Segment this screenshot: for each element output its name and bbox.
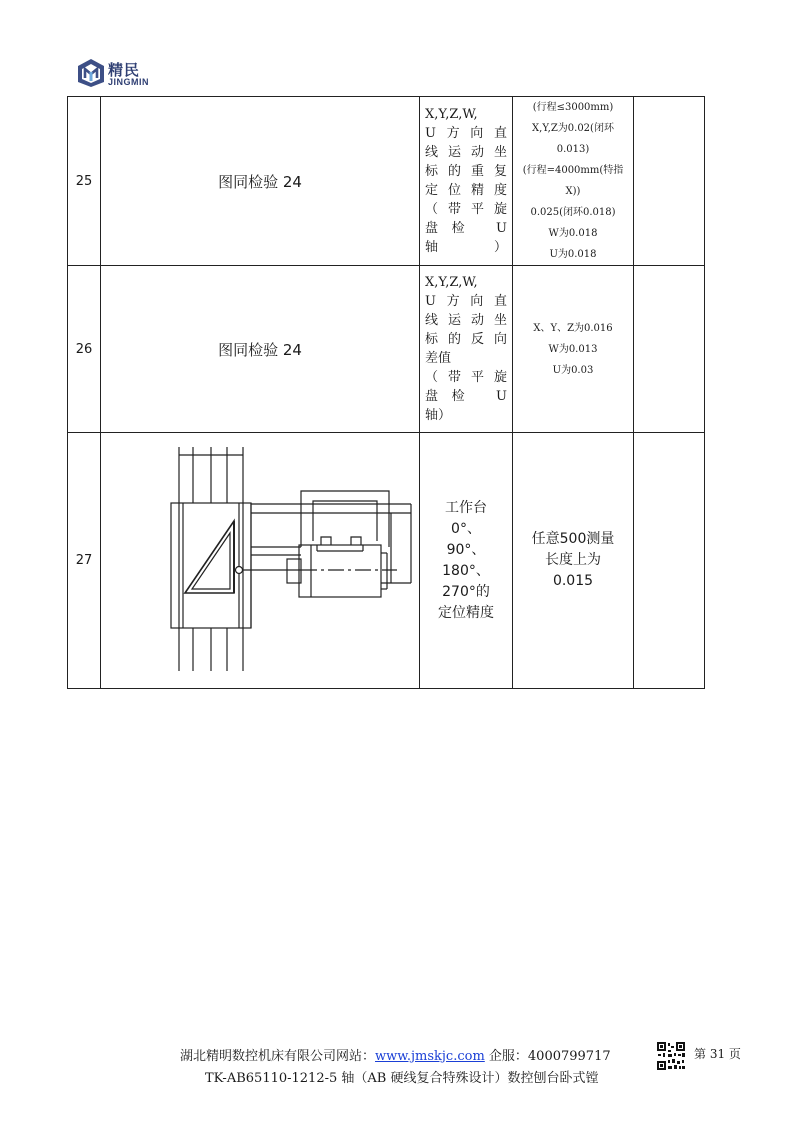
tolerance-line: (行程≤3000mm) — [532, 102, 614, 113]
row-number: 25 — [68, 97, 101, 266]
item-line: X,Y,Z,W, — [425, 107, 478, 122]
table-row — [68, 433, 705, 689]
table-row — [68, 266, 705, 433]
tolerance-line: W为0.018 — [548, 228, 598, 239]
inspection-item — [420, 97, 513, 266]
tolerance-line: 0.025(闭环0.018) — [530, 207, 616, 218]
footer-company: 湖北精明数控机床有限公司网站： — [180, 1049, 376, 1064]
item-line: （带平旋 — [425, 370, 507, 385]
row-number: 26 — [68, 266, 101, 433]
item-line: 0°、 — [451, 520, 481, 537]
table-row — [68, 97, 705, 266]
logo-chinese-name: 精民 — [108, 61, 141, 79]
item-line: U方向直 — [425, 294, 507, 309]
figure-reference: 图同检验 24 — [101, 266, 420, 433]
tolerance-cell — [513, 433, 634, 689]
tolerance-line: U为0.018 — [549, 249, 597, 260]
inspection-item — [420, 266, 513, 433]
item-line: （带平旋 — [425, 202, 507, 217]
website-link[interactable]: www.jmskjc.com — [375, 1049, 485, 1064]
row-number: 27 — [68, 433, 101, 689]
item-line: 线运动坐 — [425, 145, 507, 160]
item-line: 180°、 — [442, 562, 490, 579]
tolerance-cell — [513, 266, 634, 433]
tolerance-line: 长度上为 — [545, 552, 601, 568]
item-line: 定位精度 — [425, 183, 507, 198]
tolerance-line: X,Y,Z为0.02(闭环 — [532, 123, 614, 134]
tolerance-line: W为0.013 — [548, 343, 598, 355]
item-line: 270°的 — [442, 583, 490, 600]
item-line: 盘检 U — [425, 389, 507, 404]
tolerance-line: X、Y、Z为0.016 — [533, 322, 613, 334]
rotary-table-positioning-diagram — [101, 433, 419, 688]
measured-value-cell — [634, 433, 705, 689]
item-line: X,Y,Z,W, — [425, 275, 478, 290]
item-line: 差值 — [425, 351, 452, 366]
qr-code-icon — [656, 1041, 686, 1071]
footer-contact-line — [180, 1045, 611, 1064]
inspection-item — [420, 433, 513, 689]
item-line: 标的反向 — [425, 332, 507, 347]
tolerance-line: 0.013) — [556, 144, 590, 155]
tolerance-line: 任意500测量 — [531, 531, 615, 547]
tolerance-cell — [513, 97, 634, 266]
tolerance-line: 0.015 — [552, 573, 594, 589]
item-line: 盘检 U — [425, 221, 507, 236]
item-line: 线运动坐 — [425, 313, 507, 328]
item-line: 标的重复 — [425, 164, 507, 179]
item-line: U方向直 — [425, 126, 507, 141]
measured-value-cell — [634, 97, 705, 266]
item-line: 工作台 — [445, 499, 487, 516]
item-line: 轴） — [425, 408, 452, 423]
item-line: 90°、 — [446, 541, 486, 558]
item-line: 轴） — [425, 240, 507, 255]
tolerance-line: X)) — [565, 186, 581, 197]
jingmin-logo-icon — [76, 58, 106, 88]
measured-value-cell — [634, 266, 705, 433]
inspection-table — [67, 96, 705, 689]
footer-service-phone: 企服：4000799717 — [484, 1049, 611, 1064]
company-logo — [76, 58, 166, 92]
figure-reference: 图同检验 24 — [101, 97, 420, 266]
figure-cell — [101, 433, 420, 689]
logo-english-name: JINGMIN — [108, 77, 150, 87]
tolerance-line: U为0.03 — [552, 364, 594, 376]
tolerance-line: (行程=4000mm(特指 — [522, 165, 624, 176]
item-line: 定位精度 — [438, 604, 494, 621]
footer-model-line: TK-AB65110-1212-5 轴（AB 硬线复合特殊设计）数控刨台卧式镗 — [205, 1071, 599, 1086]
page-number: 第 31 页 — [694, 1047, 741, 1061]
